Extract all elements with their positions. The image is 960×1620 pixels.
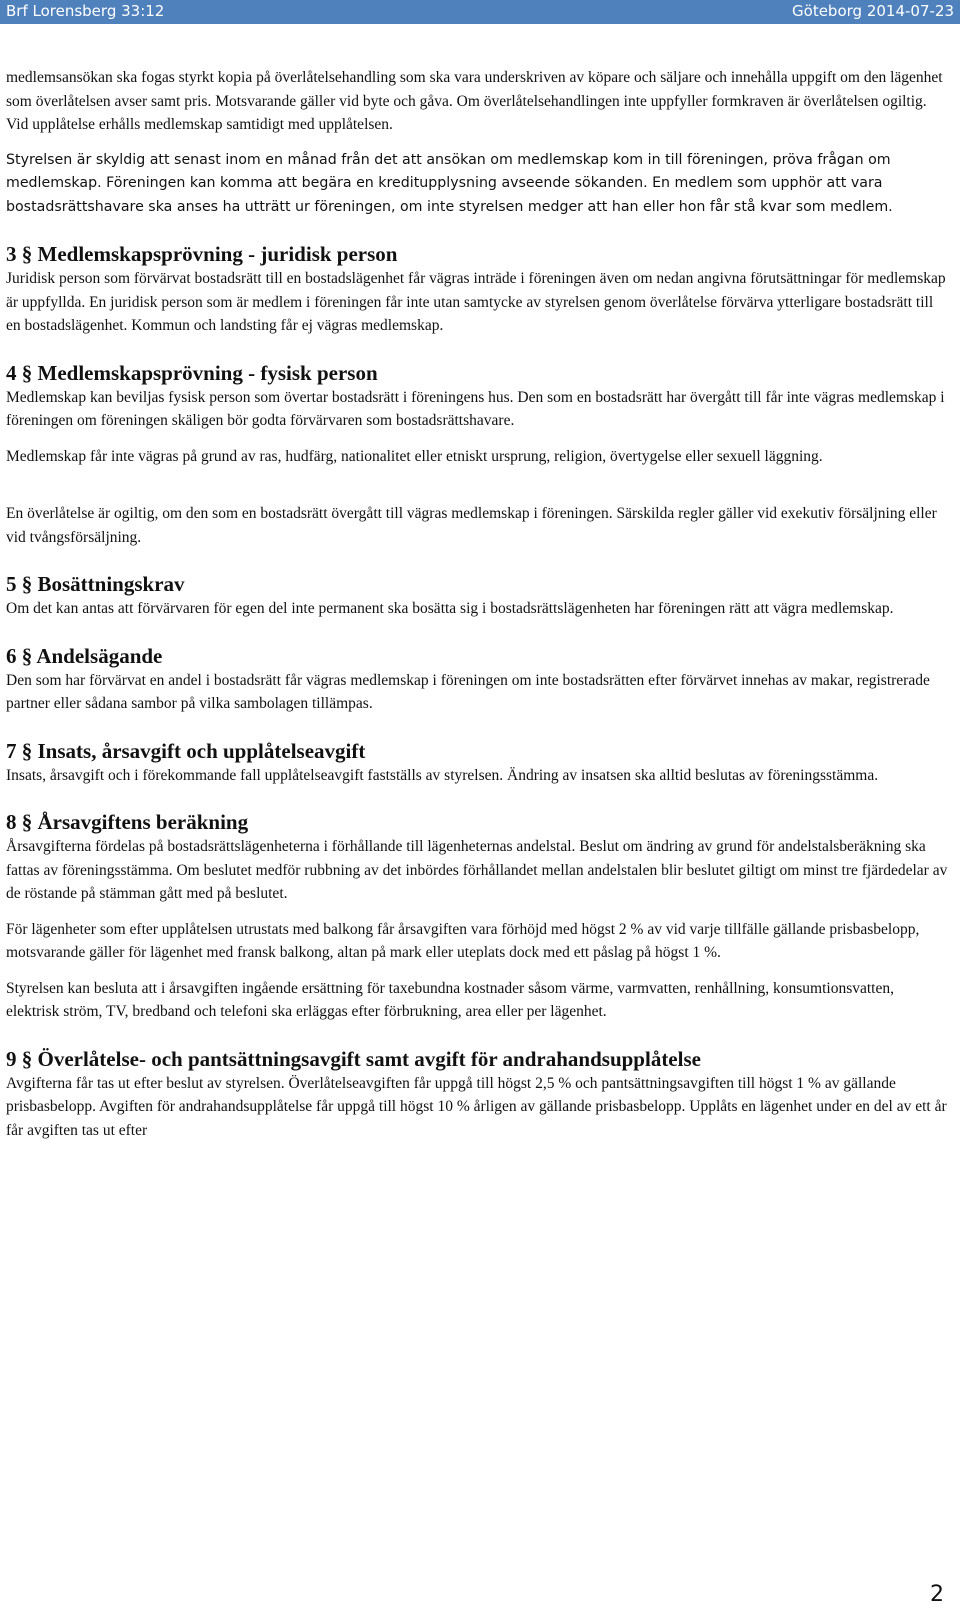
section-paragraph: Insats, årsavgift och i förekommande fall upplåtelseavgift fastställs av styrelsen. Ändring av insatsen ska alltid beslutas av föreningsstämma. — [6, 766, 879, 784]
section-paragraph: Avgifterna får tas ut efter beslut av styrelsen. Överlåtelseavgiften får uppgå till högst 2,5 % och pantsättningsavgiften till högst 1 % av gällande prisbasbelopp. Avgiften för andrahandsupplåtelse får uppgå till högst 10 % årligen av gällande prisbasbelopp. Upplåts en lägenhet under en del av ett år får avgiften tas ut efter — [6, 1074, 947, 1139]
section-heading: 7 § Insats, årsavgift och upplåtelseavgift — [6, 738, 366, 763]
section-8 — [6, 809, 950, 1024]
section-heading: 6 § Andelsägande — [6, 643, 163, 668]
section-paragraph: Medlemskap kan beviljas fysisk person som övertar bostadsrätt i föreningens hus. Den som en bostadsrätt har övergått till får inte vägras medlemskap i föreningen om föreningen skäligen bör godta förvärvaren som bostadsrättshavare. — [6, 388, 945, 429]
section-paragraph: Styrelsen kan besluta att i årsavgiften ingående ersättning för taxebundna kostnader såsom värme, varmvatten, renhållning, konsumtionsvatten, elektrisk ström, TV, bredband och telefoni ska erläggas efter förbrukning, area eller per lägenhet. — [6, 979, 894, 1020]
section-paragraph: Den som har förvärvat en andel i bostadsrätt får vägras medlemskap i föreningen om inte bostadsrätten efter förvärvet innehas av makar, registrerade partner eller sådana sambor på vilka sambolagen tillämpas. — [6, 671, 930, 712]
section-paragraph: För lägenheter som efter upplåtelsen utrustats med balkong får årsavgiften vara förhöjd med högst 2 % av vid varje tillfälle gällande prisbasbelopp, motsvarande gäller för lägenhet med fransk balkong, altan på mark eller uteplats dock med ett påslag på högst 1 %. — [6, 920, 920, 961]
section-heading: 3 § Medlemskapsprövning - juridisk person — [6, 242, 398, 266]
section-heading: 5 § Bosättningskrav — [6, 572, 185, 596]
section-paragraph: En överlåtelse är ogiltig, om den som en bostadsrätt övergått till vägras medlemskap i föreningen. Särskilda regler gäller vid exekutiv försäljning eller vid tvångsförsäljning. — [6, 505, 937, 546]
section-5 — [6, 571, 950, 621]
section-paragraph: Medlemskap får inte vägras på grund av ras, hudfärg, nationalitet eller etniskt ursprung, religion, övertygelse eller sexuell läggning. — [6, 447, 823, 465]
section-heading: 4 § Medlemskapsprövning - fysisk person — [6, 360, 378, 385]
page-number: 2 — [930, 1582, 944, 1607]
document-body — [6, 66, 950, 1154]
section-paragraph: Årsavgifterna fördelas på bostadsrättslägenheterna i förhållande till lägenheternas andelstal. Beslut om ändring av grund för andelstalsberäkning ska fattas av föreningsstämma. Om beslutet medför rubbning av det inbördes förhållandet mellan andelstalen blir beslutet giltigt om minst tre fjärdedelar av de röstande på stämman gått med på beslutet. — [6, 838, 948, 902]
header-association-name: Brf Lorensberg 33:12 — [6, 2, 165, 20]
section-4 — [6, 360, 950, 550]
section-7 — [6, 738, 950, 788]
section-3 — [6, 241, 950, 338]
section-paragraph: Om det kan antas att förvärvaren för egen del inte permanent ska bosätta sig i bostadsrättslägenheten har föreningen rätt att vägra medlemskap. — [6, 600, 894, 617]
intro-paragraph-2: Styrelsen är skyldig att senast inom en månad från det att ansökan om medlemskap kom in till föreningen, pröva frågan om medlemskap. Föreningen kan komma att begära en kreditupplysning avseende sökanden. En medlem som upphör att vara bostadsrättshavare ska anses ha utträtt ur föreningen, om inte styrelsen medger att han eller hon får stå kvar som medlem. — [6, 151, 893, 215]
page-header — [0, 0, 960, 24]
section-9 — [6, 1046, 950, 1143]
section-paragraph: Juridisk person som förvärvat bostadsrätt till en bostadslägenhet får vägras inträde i föreningen även om nedan angivna förutsättningar för medlemskap är uppfyllda. En juridisk person som är medlem i föreningen får inte utan samtycke av styrelsen genom överlåtelse förvärva ytterligare bostadsrätt till en bostadslägenhet. Kommun och landsting får ej vägras medlemskap. — [6, 270, 946, 334]
header-place-date: Göteborg 2014-07-23 — [792, 2, 954, 20]
section-heading: 9 § Överlåtelse- och pantsättningsavgift samt avgift för andrahandsupplåtelse — [6, 1046, 701, 1071]
section-6 — [6, 643, 950, 716]
section-heading: 8 § Årsavgiftens beräkning — [6, 810, 249, 834]
intro-paragraph-1: medlemsansökan ska fogas styrkt kopia på överlåtelsehandling som ska vara underskriven av köpare och säljare och innehålla uppgift om den lägenhet som överlåtelsen avser samt pris. Motsvarande gäller vid byte och gåva. Om överlåtelsehandlingen inte uppfyller formkraven är överlåtelsen ogiltig. Vid upplåtelse erhålls medlemskap samtidigt med upplåtelsen. — [6, 69, 943, 133]
